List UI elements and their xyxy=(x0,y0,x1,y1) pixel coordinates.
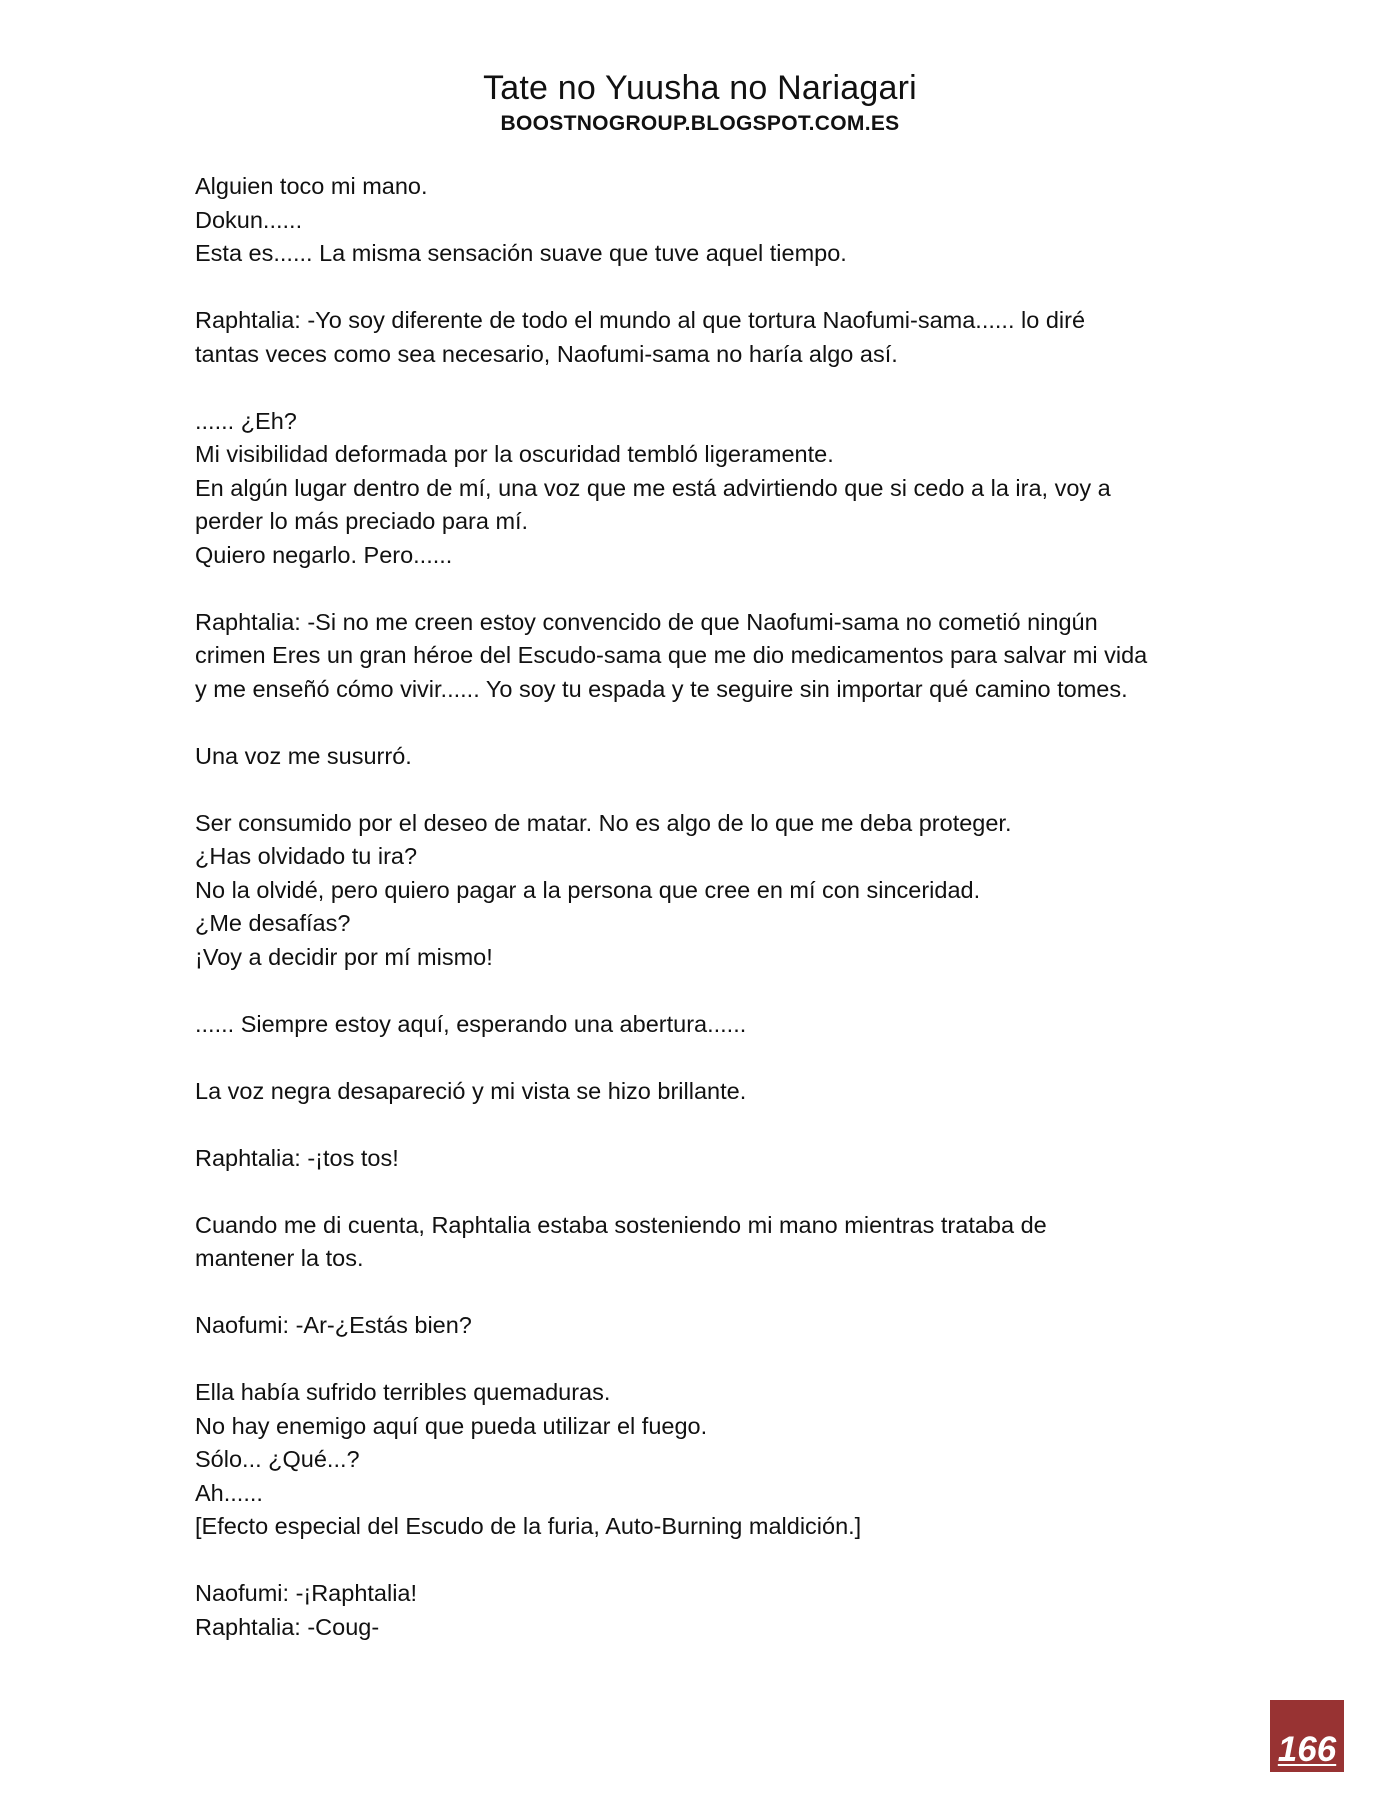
page-number: 166 xyxy=(1277,1730,1337,1769)
text-line: Raphtalia: -Si no me creen estoy convencido de que Naofumi-sama no cometió ningún xyxy=(195,608,1098,635)
text-line: perder lo más preciado para mí. xyxy=(195,508,529,534)
text-line: mantener la tos. xyxy=(195,1245,364,1271)
text-line: Dokun...... xyxy=(195,206,303,233)
paragraph xyxy=(195,1376,1225,1544)
page-number-badge xyxy=(1270,1700,1344,1772)
text-line: Mi visibilidad deformada por la oscuridad tembló ligeramente. xyxy=(195,441,834,467)
paragraph xyxy=(195,1309,1225,1343)
text-line: ...... Siempre estoy aquí, esperando una abertura...... xyxy=(195,1010,747,1037)
text-line: Alguien toco mi mano. xyxy=(195,173,428,199)
paragraph xyxy=(195,606,1225,707)
text-line: ¿Has olvidado tu ira? xyxy=(195,843,418,869)
text-line: Quiero negarlo. Pero...... xyxy=(195,541,453,568)
document-body xyxy=(195,170,1225,1678)
text-line: Cuando me di cuenta, Raphtalia estaba sosteniendo mi mano mientras trataba de xyxy=(195,1211,1047,1238)
text-line: y me enseñó cómo vivir...... Yo soy tu espada y te seguire sin importar qué camino tomes. xyxy=(195,675,1128,702)
text-line: Naofumi: -Ar-¿Estás bien? xyxy=(195,1312,472,1338)
paragraph xyxy=(195,1209,1225,1276)
paragraph xyxy=(195,304,1225,371)
text-line: No la olvidé, pero quiero pagar a la persona que cree en mí con sinceridad. xyxy=(195,876,981,903)
text-line: Raphtalia: -Coug- xyxy=(195,1613,380,1640)
text-line: Sólo... ¿Qué...? xyxy=(195,1446,360,1472)
paragraph xyxy=(195,740,1225,774)
page-header xyxy=(0,66,1400,138)
paragraph xyxy=(195,1075,1225,1109)
text-line: [Efecto especial del Escudo de la furia, Auto-Burning maldición.] xyxy=(195,1513,862,1539)
text-line: ¿Me desafías? xyxy=(195,910,351,936)
text-line: Una voz me susurró. xyxy=(195,742,412,769)
paragraph xyxy=(195,1142,1225,1176)
text-line: Ella había sufrido terribles quemaduras. xyxy=(195,1379,611,1405)
text-line: Ah...... xyxy=(195,1479,263,1506)
paragraph xyxy=(195,807,1225,975)
paragraph xyxy=(195,1008,1225,1042)
text-line: tantas veces como sea necesario, Naofumi-sama no haría algo así. xyxy=(195,340,898,367)
text-line: Naofumi: -¡Raphtalia! xyxy=(195,1580,418,1606)
document-title: Tate no Yuusha no Nariagari xyxy=(483,69,917,107)
document-subtitle: BOOSTNOGROUP.BLOGSPOT.COM.ES xyxy=(500,112,900,135)
text-line: En algún lugar dentro de mí, una voz que me está advirtiendo que si cedo a la ira, voy a xyxy=(195,474,1111,501)
paragraph xyxy=(195,1577,1225,1644)
text-line: ¡Voy a decidir por mí mismo! xyxy=(195,943,493,970)
text-line: No hay enemigo aquí que pueda utilizar el fuego. xyxy=(195,1412,708,1439)
text-line: Raphtalia: -Yo soy diferente de todo el mundo al que tortura Naofumi-sama...... lo diré xyxy=(195,307,1086,333)
text-line: Ser consumido por el deseo de matar. No es algo de lo que me deba proteger. xyxy=(195,809,1012,836)
text-line: Raphtalia: -¡tos tos! xyxy=(195,1144,399,1171)
text-line: ...... ¿Eh? xyxy=(195,407,297,434)
text-line: La voz negra desapareció y mi vista se hizo brillante. xyxy=(195,1077,747,1104)
paragraph xyxy=(195,405,1225,573)
text-line: Esta es...... La misma sensación suave que tuve aquel tiempo. xyxy=(195,240,847,266)
paragraph xyxy=(195,170,1225,271)
text-line: crimen Eres un gran héroe del Escudo-sama que me dio medicamentos para salvar mi vida xyxy=(195,642,1148,668)
